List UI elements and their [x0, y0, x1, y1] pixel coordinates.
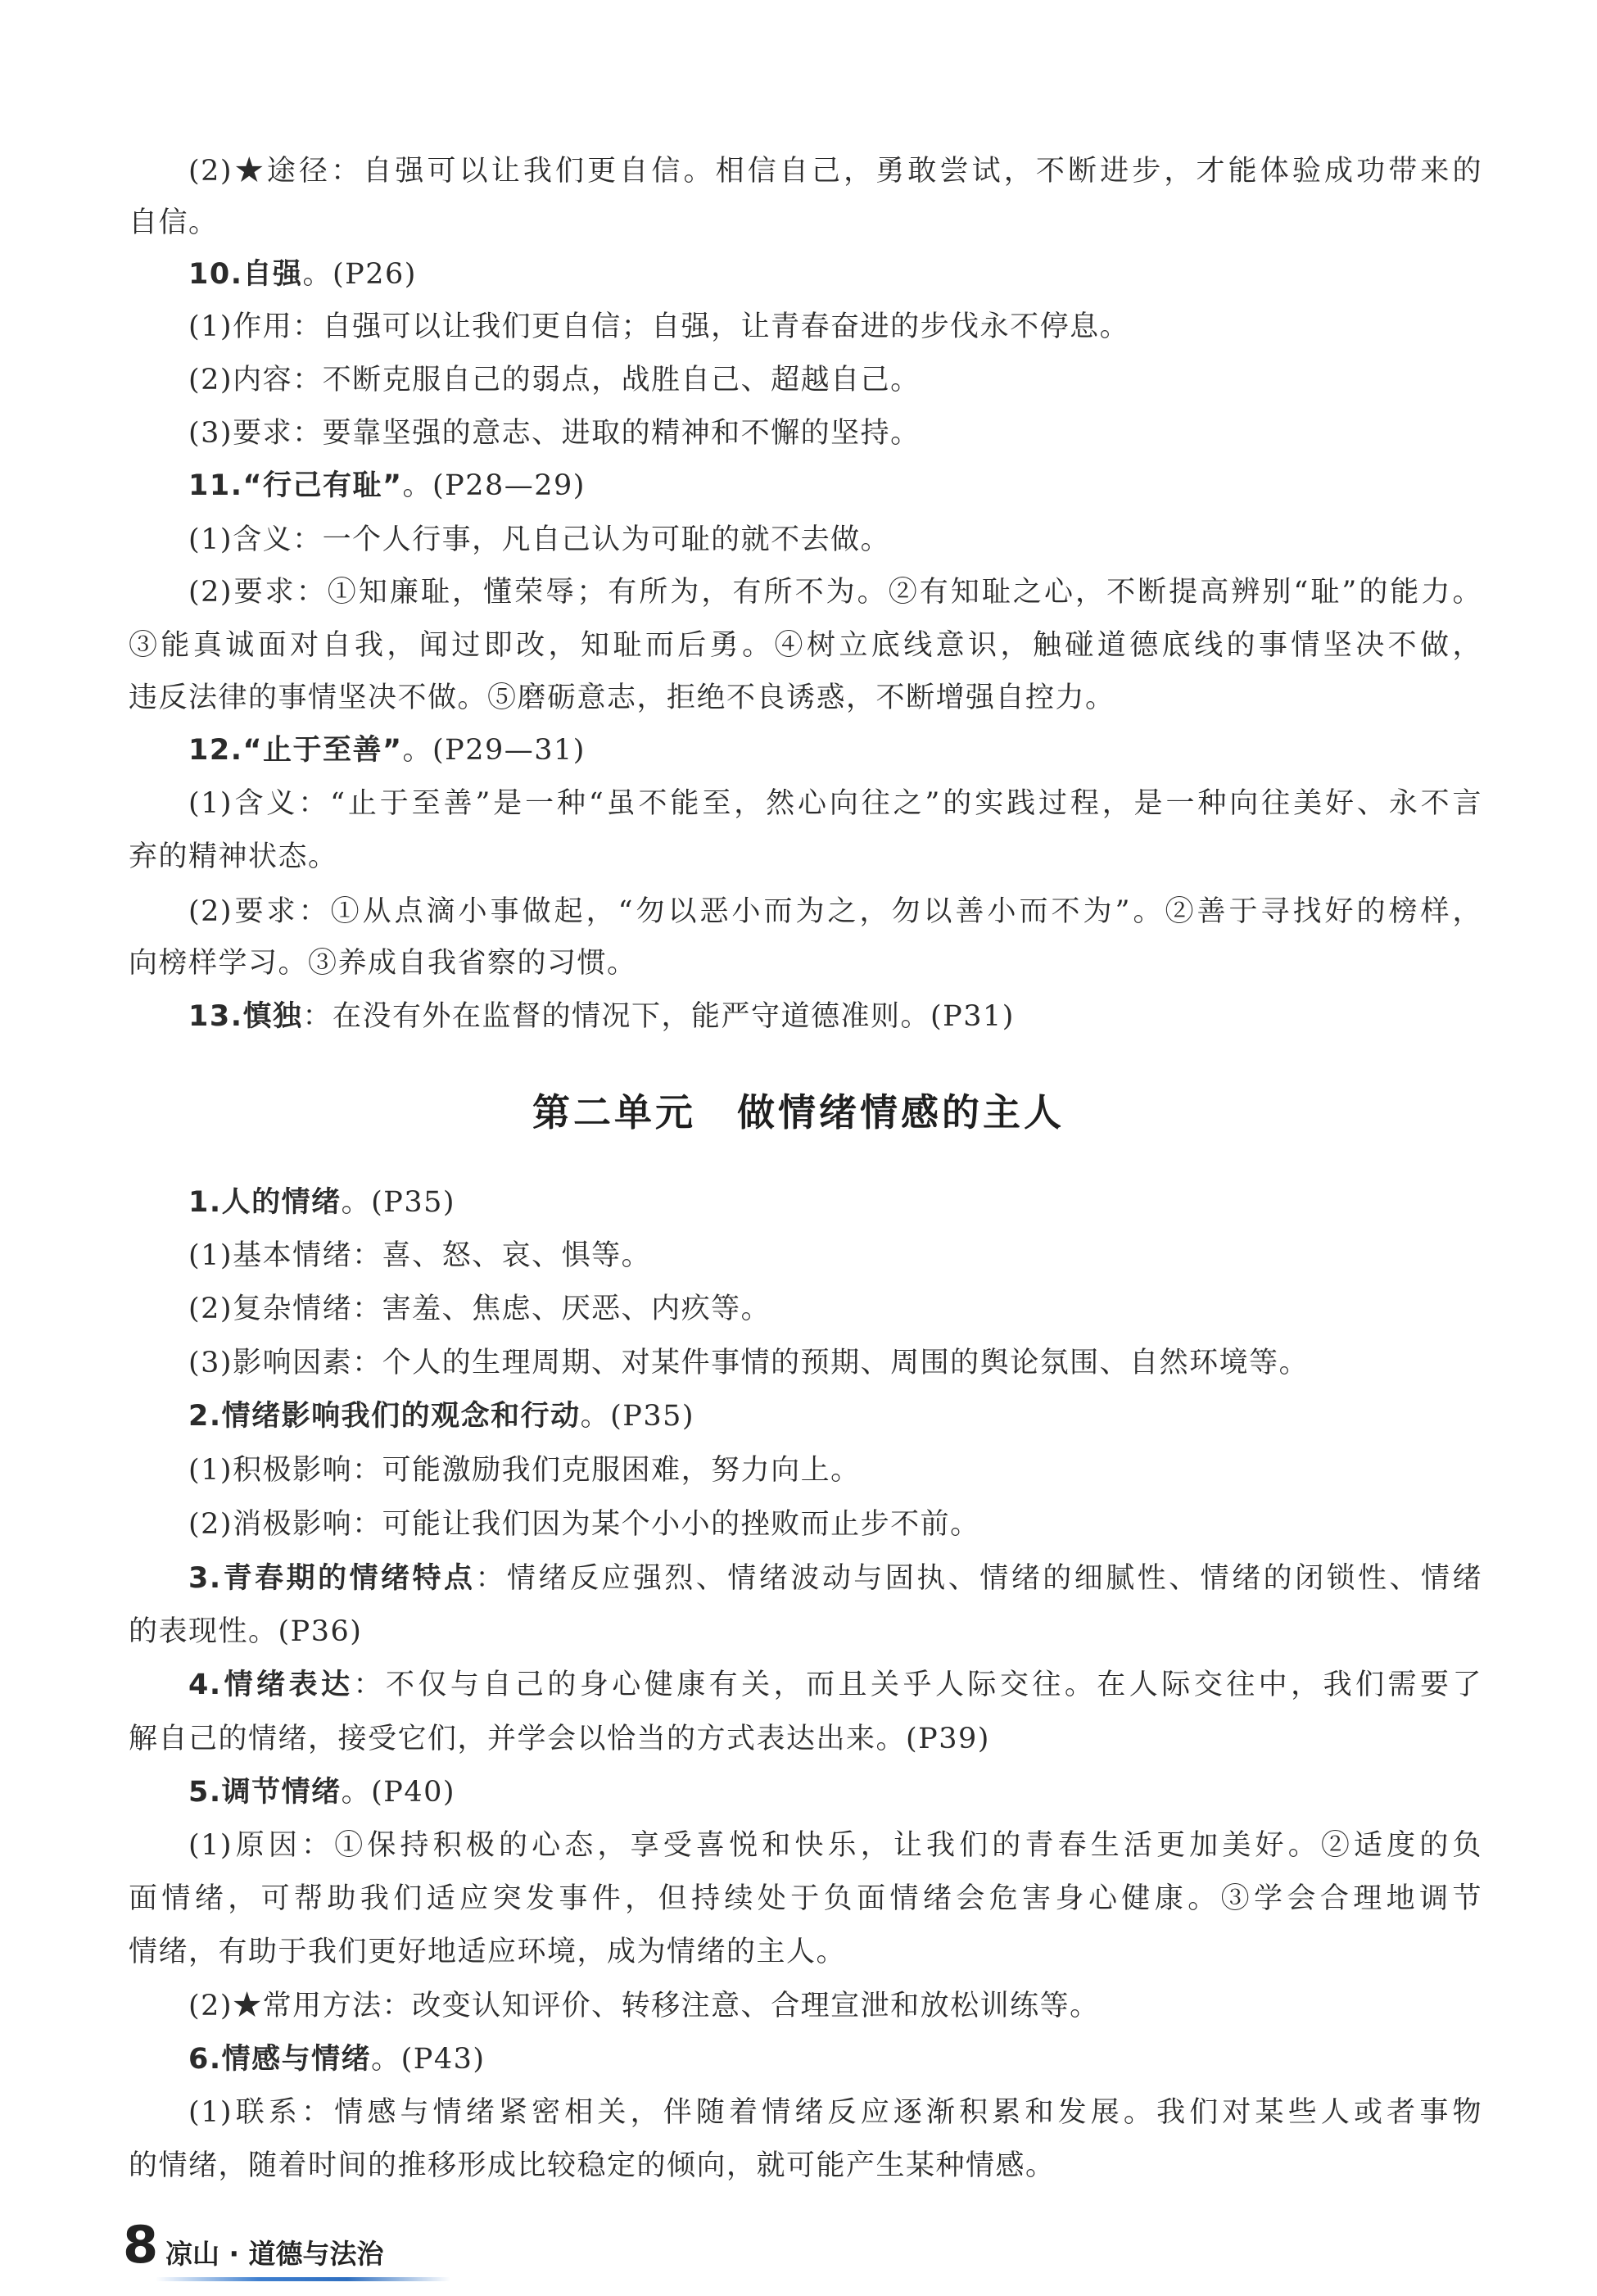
heading-5: [188, 1773, 455, 1811]
text-line: 的情绪，随着时间的推移形成比较稳定的倾向，就可能产生某种情感。: [129, 2149, 1056, 2182]
text-line: (1)含义：“止于至善”是一种“虽不能至，然心向往之”的实践过程，是一种向往美好、永不言: [188, 787, 1482, 820]
text-line: (2)内容：不断克服自己的弱点，战胜自己、超越自己。: [188, 364, 921, 396]
text-line: 违反法律的事情坚决不做。⑤磨砺意志，拒绝不良诱惑，不断增强自控力。: [129, 682, 1115, 714]
heading-1: [188, 1184, 455, 1221]
heading-4: [188, 1666, 1482, 1704]
heading-label: 3.青春期的情绪特点: [188, 1562, 476, 1595]
text-line: (2)要求：①从点滴小事做起，“勿以恶小而为之，勿以善小而不为”。②善于寻找好的榜样，: [188, 895, 1482, 928]
footer-decoration-rule: [156, 2277, 450, 2281]
heading-tail: ：在没有外在监督的情况下，能严守道德准则。(P31): [302, 1000, 1015, 1033]
heading-tail: 。(P40): [341, 1776, 456, 1809]
heading-tail: ：不仅与自己的身心健康有关，而且关乎人际交往。在人际交往中，我们需要了: [353, 1669, 1482, 1701]
heading-label: 5.调节情绪: [188, 1776, 342, 1809]
heading-tail: 。(P29—31): [402, 734, 586, 767]
heading-tail: 。(P35): [580, 1400, 695, 1433]
heading-label: 4.情绪表达: [188, 1669, 354, 1701]
text-line: (1)积极影响：可能激励我们克服困难，努力向上。: [188, 1454, 861, 1487]
heading-3: [188, 1560, 1482, 1597]
heading-label: 10.自强: [188, 258, 303, 291]
page-number: 8: [123, 2215, 159, 2275]
heading-6: [188, 2040, 486, 2078]
heading-tail: 。(P26): [302, 258, 417, 291]
heading-label: 1.人的情绪: [188, 1186, 342, 1219]
text-line: 向榜样学习。③养成自我省察的习惯。: [129, 947, 637, 980]
heading-tail: ：情绪反应强烈、情绪波动与固执、情绪的细腻性、情绪的闭锁性、情绪: [475, 1562, 1482, 1595]
text-line: (1)作用：自强可以让我们更自信；自强，让青春奋进的步伐永不停息。: [188, 310, 1130, 343]
text-line: 解自己的情绪，接受它们，并学会以恰当的方式表达出来。(P39): [129, 1723, 990, 1755]
heading-label: 6.情感与情绪: [188, 2043, 372, 2076]
text-line: 面情绪，可帮助我们适应突发事件，但持续处于负面情绪会危害身心健康。③学会合理地调节: [129, 1882, 1482, 1915]
text-line: (2)要求：①知廉耻，懂荣辱；有所为，有所不为。②有知耻之心，不断提高辨别“耻”的能力。: [188, 576, 1482, 609]
heading-label: 2.情绪影响我们的观念和行动: [188, 1400, 581, 1433]
heading-13: [188, 998, 1015, 1035]
heading-label: 11.“行己有耻”: [188, 469, 403, 502]
text-line: (2)★途径：自强可以让我们更自信。相信自己，勇敢尝试，不断进步，才能体验成功带来的: [188, 155, 1482, 188]
text-line: (1)原因：①保持积极的心态，享受喜悦和快乐，让我们的青春生活更加美好。②适度的负: [188, 1829, 1482, 1862]
heading-11: [188, 467, 586, 505]
heading-tail: 。(P43): [371, 2043, 486, 2076]
heading-2: [188, 1397, 694, 1435]
text-line: (3)影响因素：个人的生理周期、对某件事情的预期、周围的舆论氛围、自然环境等。: [188, 1347, 1310, 1379]
text-line: (2)★常用方法：改变认知评价、转移注意、合理宣泄和放松训练等。: [188, 1990, 1100, 2022]
text-line: (2)复杂情绪：害羞、焦虑、厌恶、内疚等。: [188, 1293, 771, 1325]
heading-12: [188, 731, 586, 769]
text-line: (1)基本情绪：喜、怒、哀、惧等。: [188, 1239, 652, 1272]
heading-label: 13.慎独: [188, 1000, 303, 1033]
heading-tail: 。(P35): [341, 1186, 456, 1219]
text-line: (1)联系：情感与情绪紧密相关，伴随着情绪反应逐渐积累和发展。我们对某些人或者事物: [188, 2096, 1482, 2129]
text-line: (2)消极影响：可能让我们因为某个小小的挫败而止步不前。: [188, 1508, 980, 1541]
text-line: 情绪，有助于我们更好地适应环境，成为情绪的主人。: [129, 1936, 847, 1968]
text-line: (3)要求：要靠坚强的意志、进取的精神和不懈的坚持。: [188, 417, 921, 450]
heading-tail: 。(P28—29): [402, 469, 586, 502]
footer-label: 凉山 · 道德与法治: [165, 2238, 384, 2270]
text-line: 弃的精神状态。: [129, 840, 338, 873]
heading-label: 12.“止于至善”: [188, 734, 403, 767]
text-line: 自信。: [129, 206, 219, 239]
heading-10: [188, 256, 417, 293]
text-line: ③能真诚面对自我，闻过即改，知耻而后勇。④树立底线意识，触碰道德底线的事情坚决不做，: [129, 629, 1482, 662]
text-line: (1)含义：一个人行事，凡自己认为可耻的就不去做。: [188, 523, 891, 556]
unit-title: 第二单元 做情绪情感的主人: [532, 1090, 1065, 1134]
text-line: 的表现性。(P36): [129, 1615, 363, 1648]
